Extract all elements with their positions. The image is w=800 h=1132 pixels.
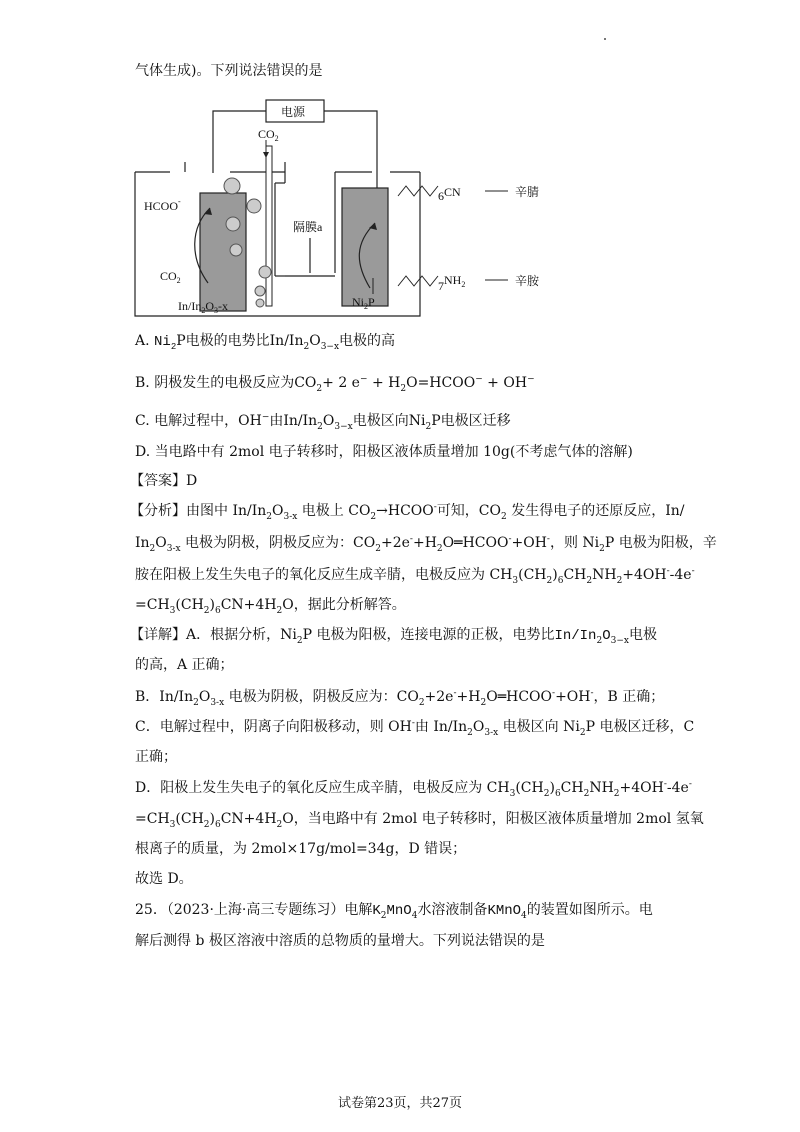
analysis-line-4: $=CH_3(CH_2)_6CN+4H_2O$，据此分析解答。 [135,597,406,616]
nitrile-formula: CN [444,185,461,199]
membrane-label: 隔膜a [293,220,323,234]
nitrile-label: 辛腈 [515,185,540,199]
analysis-line-1: 【分析】由图中 $In/In_2O_{3-x}$ 电极上 $CO_2\to HCOO^-$可知，$CO_2$ 发生得电子的还原反应，In/ [130,502,685,522]
wire-left [213,111,266,173]
conclusion: 故选 D。 [135,871,193,887]
electrode-right-label: $Ni_2P$ [352,295,375,311]
amine-formula: $NH_2$ [444,273,466,289]
option-b: B. 阴极发生的电极反应为$CO_2+ 2$ $e^- + H_2O=HCOO^- + OH^-$ [135,374,535,394]
option-d: D. 当电路中有 2mol 电子转移时，阳极区液体质量增加 10g(不考虑气体的溶解) [135,444,633,460]
intro-line: 气体生成)。下列说法错误的是 [135,63,323,79]
detail-line-3: B．$In/In_2O_{3-x}$ 电极为阴极，阴极反应为：$CO_2+2e^-+H_2O═HCOO^-+OH^-$，B 正确； [135,688,665,708]
question-25-line-1: 25．（2023·上海·高三专题练习）电解$K_2MnO_4$水溶液制备KMnO$_4$的装置如图所示。电 [135,902,653,921]
speck [604,38,606,40]
page-footer: 试卷第23页，共27页 [337,1096,463,1111]
detail-line-5: 正确； [135,749,177,765]
detail-line-4: C．电解过程中，阴离子向阳极移动，则 OH-由 $In/In_2O_{3-x}$ 电极区向 $Ni_2P$ 电极区迁移，C [135,718,695,738]
electrode-right [342,188,388,306]
option-c: C. 电解过程中，OH−由$In/In_2O_{3-x}$电极区向$Ni_2P$电极区迁移 [135,412,511,432]
svg-text:7: 7 [438,279,444,293]
co2-tube [266,146,272,306]
co2-left-label: $CO_2$ [160,269,181,285]
detail-line-8: 根离子的质量，为 2mol×17g/mol=34g，D 错误； [135,841,467,857]
answer: 【答案】D [130,473,198,489]
amine-label: 辛胺 [515,274,540,288]
detail-line-1: 【详解】A．根据分析，$Ni_2P$ 电极为阳极，连接电源的正极，电势比$In/In_2O_{3-x}$电极 [130,627,657,646]
detail-line-6: D．阳极上发生失电子的氧化反应生成辛腈，电极反应为 $CH_3(CH_2)_6CH_2NH_2+4OH^--4e^-$ [135,779,692,799]
option-a: A. $Ni_2P$电极的电势比$In/In_2O_{3-x}$电极的高 [135,333,396,352]
wire-right [324,111,377,188]
hcoo-label: HCOO- [144,197,181,213]
analysis-line-3: 胺在阳极上发生失电子的氧化反应生成辛腈，电极反应为 $CH_3(CH_2)_6CH_2NH_2+4OH^--4e^-$ [135,566,695,586]
svg-text:6: 6 [438,189,444,203]
electrode-left-label: $In/In_2O_3-x$ [178,299,228,315]
question-25-line-2: 解后测得 b 极区溶液中溶质的总物质的量增大。下列说法错误的是 [135,933,545,949]
detail-line-2: 的高，A 正确； [135,657,234,673]
power-label: 电源 [281,105,306,119]
co2-top-label: $CO_2$ [258,127,279,143]
electrolysis-diagram [130,98,550,323]
detail-line-7: $=CH_3(CH_2)_6CN+4H_2O$，当电路中有 2mol 电子转移时，阳极区液体质量增加 2mol 氢氧 [135,811,704,830]
analysis-line-2: $In_2O_{3-x}$ 电极为阴极，阴极反应为：$CO_2+2e^-+H_2O═HCOO^-+OH^-$，则 $Ni_2P$ 电极为阳极，辛 [135,534,717,554]
